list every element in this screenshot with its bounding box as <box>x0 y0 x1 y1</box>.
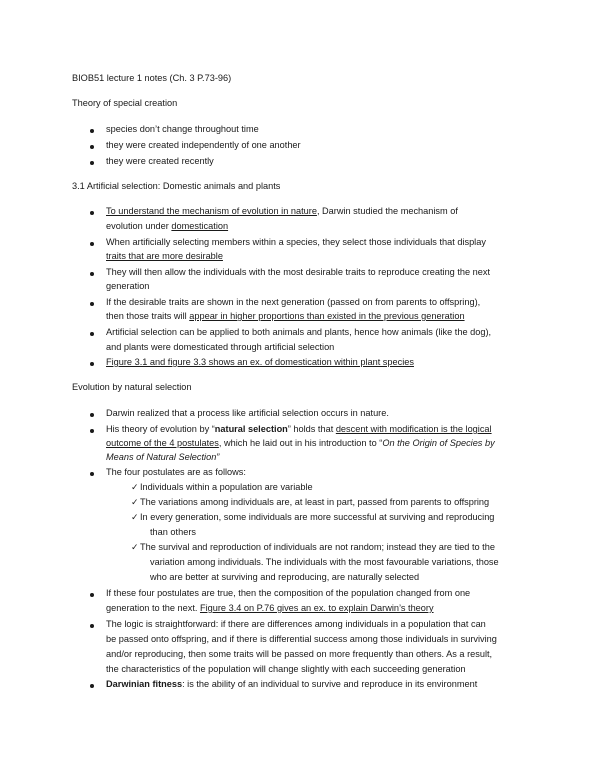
list-item: they were created independently of one another <box>106 140 301 150</box>
list-item: Figure 3.1 and figure 3.3 shows an ex. of domestication within plant species <box>106 357 414 367</box>
bullet <box>90 302 94 306</box>
postulate-item: The variations among individuals are, at least in part, passed from parents to offspring <box>140 497 490 507</box>
list-item-continuation: evolution under domestication <box>106 221 229 231</box>
list-item: Darwin realized that a process like artificial selection occurs in nature. <box>106 408 389 418</box>
postulate-item-continuation: than others <box>150 527 196 537</box>
list-item: The logic is straightforward: if there are differences among individuals in a population that can <box>106 619 486 629</box>
bullet <box>90 413 94 417</box>
postulate-item: Individuals within a population are variable <box>140 482 313 492</box>
list-item-continuation: the characteristics of the population will change slightly with each succeeding generation <box>106 664 466 674</box>
list-item-continuation: generation <box>106 281 150 291</box>
bullet <box>90 332 94 336</box>
list-item: species don’t change throughout time <box>106 124 259 134</box>
list-item: Artificial selection can be applied to both animals and plants, hence how animals (like the dog), <box>106 327 492 337</box>
bullet <box>90 145 94 149</box>
list-item: When artificially selecting members within a species, they select those individuals that display <box>106 237 486 247</box>
bullet <box>90 684 94 688</box>
checkmark-arrow-icon: ✓ <box>131 512 139 522</box>
document-title: BIOB51 lecture 1 notes (Ch. 3 P.73-96) <box>72 73 232 83</box>
bullet <box>90 161 94 165</box>
bullet <box>90 211 94 215</box>
bullet <box>90 429 94 433</box>
section-heading-special-creation: Theory of special creation <box>72 98 178 108</box>
bullet <box>90 362 94 366</box>
postulate-item-continuation: who are better at surviving and reproducing, are naturally selected <box>150 572 420 582</box>
postulate-item-continuation: variation among individuals. The individuals with the most favourable variations, those <box>150 557 499 567</box>
bullet <box>90 242 94 246</box>
list-item: They will then allow the individuals with the most desirable traits to reproduce creating the next <box>106 267 491 277</box>
list-item-continuation: Means of Natural Selection” <box>106 452 220 462</box>
list-item-continuation: and/or reproducing, then some traits will be passed on more frequently than others. As a result, <box>106 649 493 659</box>
bullet <box>90 272 94 276</box>
list-item: Darwinian fitness: is the ability of an individual to survive and reproduce in its environment <box>106 679 478 689</box>
checkmark-arrow-icon: ✓ <box>131 542 139 552</box>
bullet <box>90 624 94 628</box>
section-heading-natural-selection: Evolution by natural selection <box>72 382 192 392</box>
postulate-item: The survival and reproduction of individuals are not random; instead they are tied to the <box>140 542 495 552</box>
section-heading-artificial-selection: 3.1 Artificial selection: Domestic animals and plants <box>72 181 281 191</box>
list-item-continuation: outcome of the 4 postulates, which he laid out in his introduction to “On the Origin of Species by <box>106 438 495 448</box>
checkmark-arrow-icon: ✓ <box>131 497 139 507</box>
list-item-continuation: and plants were domesticated through artificial selection <box>106 342 335 352</box>
list-item: If these four postulates are true, then the composition of the population changed from one <box>106 588 471 598</box>
checkmark-arrow-icon: ✓ <box>131 482 139 492</box>
list-item: If the desirable traits are shown in the next generation (passed on from parents to offspring), <box>106 297 481 307</box>
list-item: they were created recently <box>106 156 214 166</box>
list-item-continuation: be passed onto offspring, and if there is differential success among those individuals in surviving <box>106 634 497 644</box>
list-item-continuation: traits that are more desirable <box>106 251 223 261</box>
postulate-item: In every generation, some individuals are more successful at surviving and reproducing <box>140 512 495 522</box>
bullet <box>90 129 94 133</box>
list-item: The four postulates are as follows: <box>106 467 246 477</box>
list-item-continuation: then those traits will appear in higher proportions than existed in the previous generation <box>106 311 465 321</box>
list-item: To understand the mechanism of evolution in nature, Darwin studied the mechanism of <box>106 206 458 216</box>
bullet <box>90 593 94 597</box>
bullet <box>90 472 94 476</box>
list-item-continuation: generation to the next. Figure 3.4 on P.76 gives an ex. to explain Darwin’s theory <box>106 603 434 613</box>
list-item: His theory of evolution by “natural selection” holds that descent with modification is the logical <box>106 424 492 434</box>
